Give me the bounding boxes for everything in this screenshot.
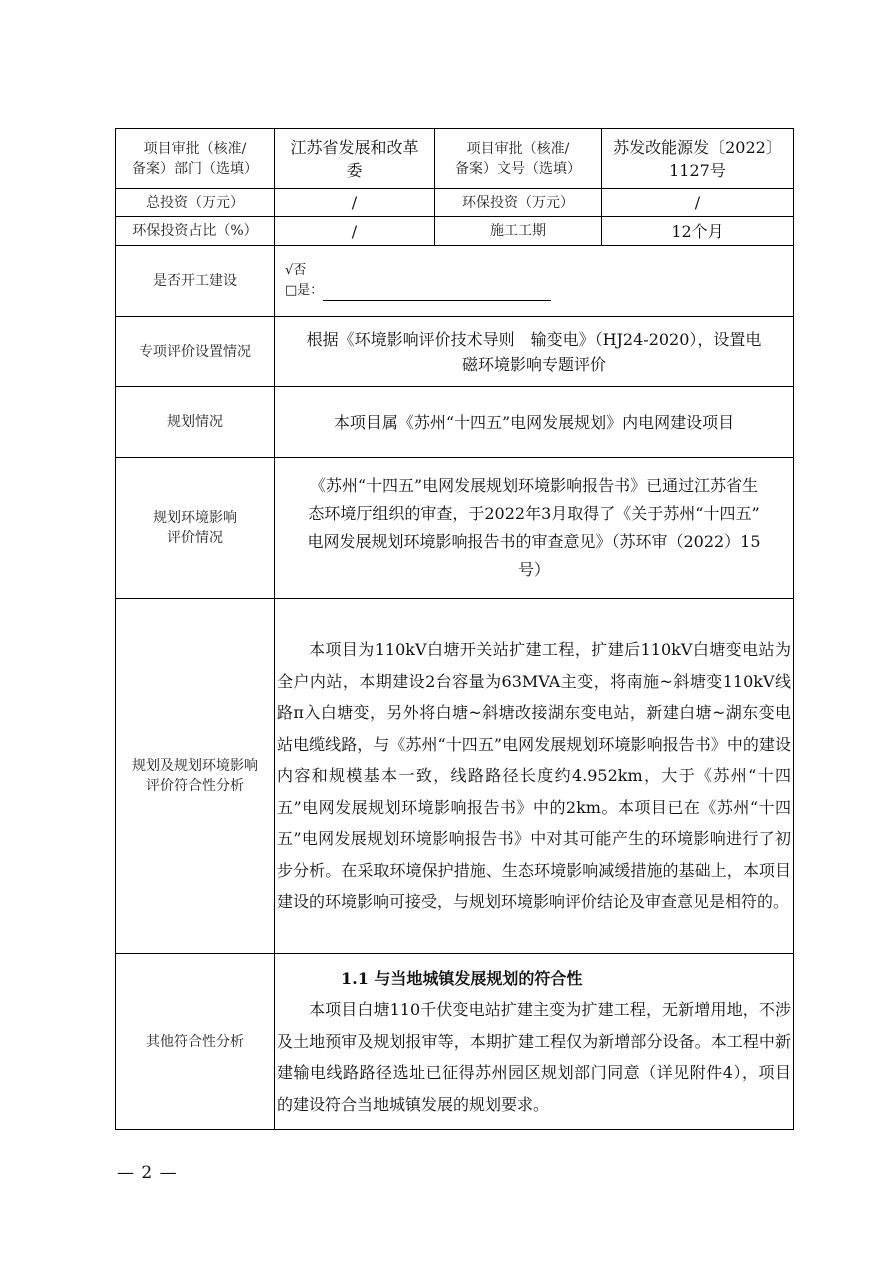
option-yes: □是：: [285, 283, 324, 298]
planning-label: 规划情况: [116, 387, 275, 458]
construction-label: 是否开工建设: [116, 246, 275, 317]
construction-period-value: 12个月: [602, 217, 794, 246]
option-no: √否: [285, 263, 307, 278]
other-label: 其他符合性分析: [116, 954, 275, 1130]
blank-line: [323, 286, 551, 301]
env-ratio-label: 环保投资占比（%）: [116, 217, 275, 246]
planning-eia-text: 《苏州“十四五”电网发展规划环境影响报告书》已通过江苏省生 态环境厅组织的审查，于2022年3月取得了《关于苏州“十四五” 电网发展规划环境影响报告书的审查意见》（苏环审（2022）15 号）: [275, 458, 794, 599]
investment-row: [116, 189, 794, 217]
approval-dept-value: 江苏省发展和改革 委: [275, 129, 435, 189]
page-number: — 2 —: [117, 1163, 178, 1183]
other-paragraph: 本项目白塘110千伏变电站扩建主变为扩建工程，无新增用地，不涉及土地预审及规划报审等，本期扩建工程仅为新增部分设备。本工程中新建输电线路路径选址已征得苏州园区规划部门同意（详见附件4），项目的建设符合当地城镇发展的规划要求。: [277, 1000, 791, 1114]
special-eval-row: [116, 317, 794, 387]
construction-row: [116, 246, 794, 317]
project-info-table: [115, 128, 794, 1130]
compliance-row: [116, 599, 794, 954]
planning-eia-row: [116, 458, 794, 599]
env-investment-value: /: [602, 189, 794, 217]
total-investment-label: 总投资（万元）: [116, 189, 275, 217]
compliance-paragraph: 本项目为110kV白塘开关站扩建工程，扩建后110kV白塘变电站为全户内站，本期建设2台容量为63MVA主变，将南施~斜塘变110kV线路π入白塘变，另外将白塘~斜塘改接湖东变电站，新建白塘~湖东变电站电缆线路，与《苏州“十四五”电网发展规划环境影响报告书》中的建设内容和规模基本一致，线路路径长度约4.952km，大于《苏州“十四五”电网发展规划环境影响报告书》中的2km。本项目已在《苏州“十四五”电网发展规划环境影响报告书》中对其可能产生的环境影响进行了初步分析。在采取环境保护措施、生态环境影响减缓措施的基础上，本项目建设的环境影响可接受，与规划环境影响评价结论及审查意见是相符的。: [277, 640, 791, 912]
option-yes-row: [285, 281, 793, 301]
compliance-text: [275, 599, 794, 954]
construction-period-label: 施工工期: [435, 217, 602, 246]
other-text: [275, 954, 794, 1130]
approval-dept-label: 项目审批（核准/ 备案）部门（选填）: [116, 129, 275, 189]
env-ratio-value: /: [275, 217, 435, 246]
planning-text: 本项目属《苏州“十四五”电网发展规划》内电网建设项目: [275, 387, 794, 458]
approval-row: [116, 129, 794, 189]
env-investment-label: 环保投资（万元）: [435, 189, 602, 217]
construction-options: [275, 246, 794, 317]
other-row: [116, 954, 794, 1130]
other-heading: 1.1 与当地城镇发展规划的符合性: [341, 968, 583, 988]
total-investment-value: /: [275, 189, 435, 217]
approval-doc-value: 苏发改能源发〔2022〕 1127号: [602, 129, 794, 189]
special-eval-text: 根据《环境影响评价技术导则 输变电》（HJ24-2020），设置电 磁环境影响专题评价: [275, 317, 794, 387]
planning-row: [116, 387, 794, 458]
approval-doc-label: 项目审批（核准/ 备案）文号（选填）: [435, 129, 602, 189]
ratio-row: [116, 217, 794, 246]
planning-eia-label: 规划环境影响 评价情况: [116, 458, 275, 599]
compliance-label: 规划及规划环境影响 评价符合性分析: [116, 599, 275, 954]
special-eval-label: 专项评价设置情况: [116, 317, 275, 387]
